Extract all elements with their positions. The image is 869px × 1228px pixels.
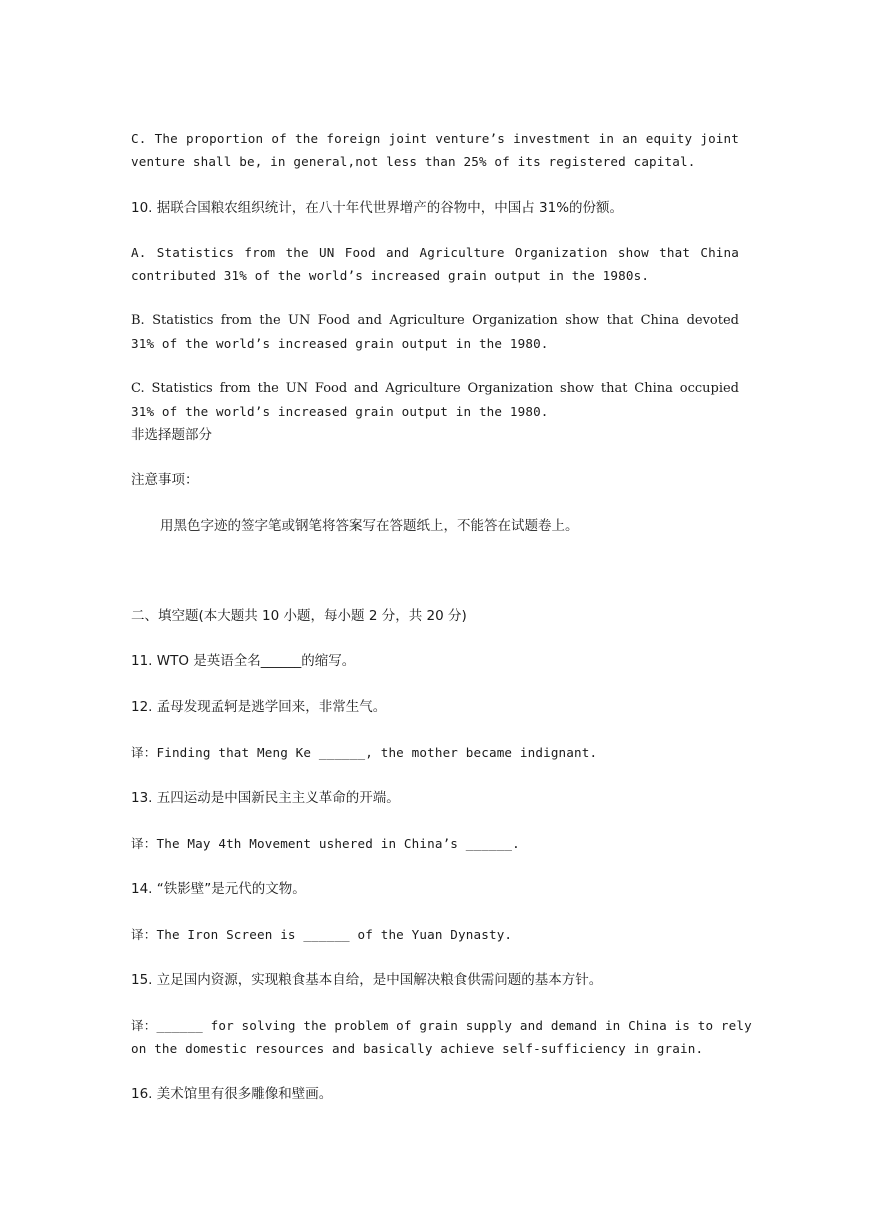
q10-option-a-line1: A. Statistics from the UN Food and Agriculture Organization show that China <box>131 245 739 260</box>
q13-stem: 13. 五四运动是中国新民主主义革命的开端。 <box>131 790 400 806</box>
q10-stem: 10. 据联合国粮农组织统计，在八十年代世界增产的谷物中，中国占 31%的份额。 <box>131 200 624 216</box>
q15-translation-line2: on the domestic resources and basically achieve self-sufficiency in grain. <box>131 1041 704 1056</box>
fill-in-section-heading: 二、填空题(本大题共 10 小题，每小题 2 分，共 20 分) <box>131 608 467 624</box>
notice-heading: 注意事项： <box>131 472 199 488</box>
non-choice-section-title: 非选择题部分 <box>131 427 212 443</box>
q10-option-b-line2: 31% of the world’s increased grain output in the 1980. <box>131 336 549 351</box>
q9-option-c-line2: venture shall be, in general,not less than 25% of its registered capital. <box>131 154 696 169</box>
q10-option-c-line2: 31% of the world’s increased grain output in the 1980. <box>131 404 549 419</box>
q11-stem: 11. WTO 是英语全名______的缩写。 <box>131 653 356 669</box>
q9-option-c-line1: C. The proportion of the foreign joint venture’s investment in an equity joint <box>131 131 739 146</box>
q16-stem: 16. 美术馆里有很多雕像和壁画。 <box>131 1086 333 1102</box>
q12-translation: 译：Finding that Meng Ke ______, the mother became indignant. <box>131 745 598 760</box>
q12-stem: 12. 孟母发现孟轲是逃学回来，非常生气。 <box>131 699 387 715</box>
q14-translation: 译：The Iron Screen is ______ of the Yuan Dynasty. <box>131 927 513 942</box>
notice-text: 用黑色字迹的签字笔或钢笔将答案写在答题纸上，不能答在试题卷上。 <box>160 518 579 534</box>
q13-translation: 译：The May 4th Movement ushered in China’s ______. <box>131 836 520 851</box>
q10-option-c-line1: C. Statistics from the UN Food and Agriculture Organization show that China occupied <box>131 381 739 396</box>
q15-translation-line1: 译：______ for solving the problem of grain supply and demand in China is to rely <box>131 1018 752 1033</box>
q15-stem: 15. 立足国内资源，实现粮食基本自给，是中国解决粮食供需问题的基本方针。 <box>131 972 603 988</box>
q10-option-b-line1: B. Statistics from the UN Food and Agriculture Organization show that China devoted <box>131 313 739 328</box>
q10-option-a-line2: contributed 31% of the world’s increased grain output in the 1980s. <box>131 268 650 283</box>
q14-stem: 14. “铁影壁”是元代的文物。 <box>131 881 306 897</box>
